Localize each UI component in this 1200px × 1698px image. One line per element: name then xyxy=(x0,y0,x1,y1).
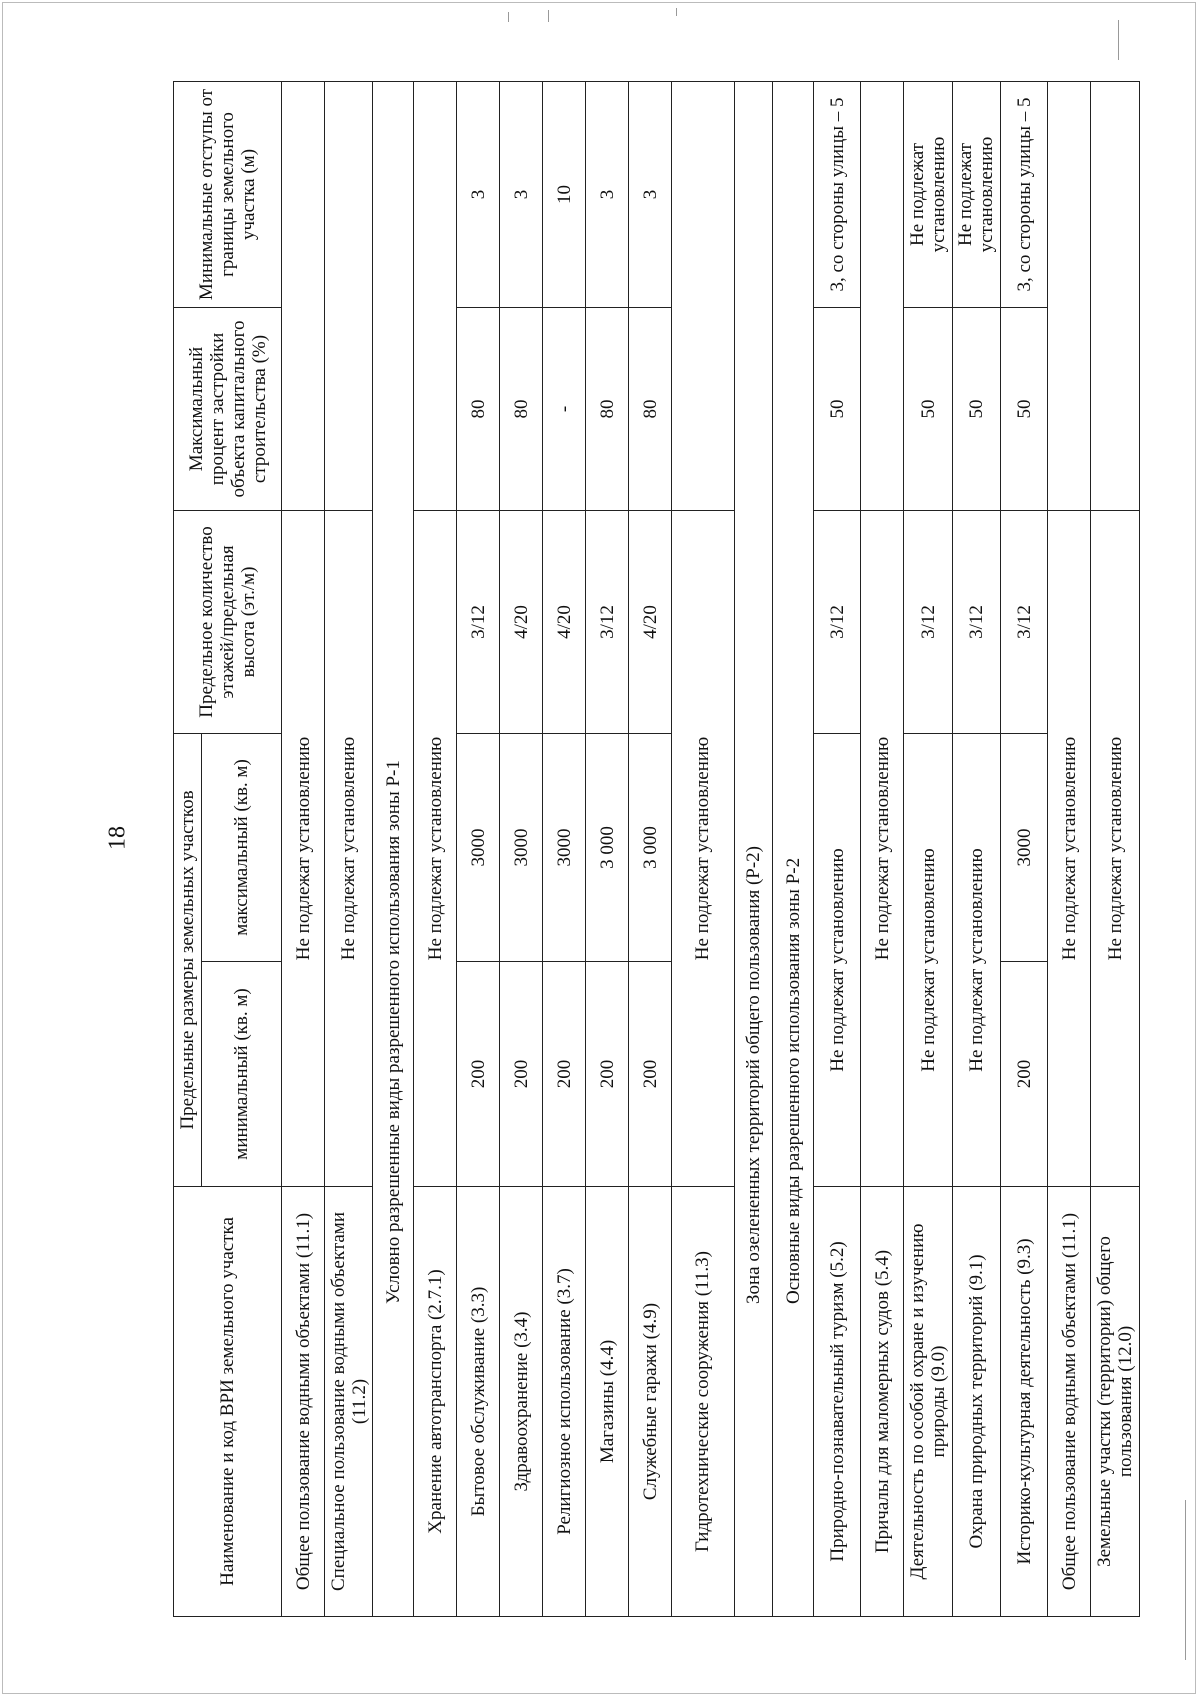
coverage-cell: 50 xyxy=(904,307,952,510)
section-row xyxy=(734,81,773,1616)
empty-cell xyxy=(282,81,325,510)
table-row xyxy=(500,81,543,1616)
coverage-cell: - xyxy=(543,307,586,510)
floors-cell: 3/12 xyxy=(814,510,861,733)
section-title: Условно разрешенные виды разрешенного использования зоны Р-1 xyxy=(373,81,414,1616)
table-row xyxy=(543,81,586,1616)
table-row xyxy=(1001,81,1048,1616)
row-name: Бытовое обслуживание (3.3) xyxy=(457,1187,500,1617)
floors-cell: 3/12 xyxy=(1001,510,1048,733)
row-name: Природно-познавательный туризм (5.2) xyxy=(814,1187,861,1617)
table-row xyxy=(629,81,672,1616)
min-cell: 200 xyxy=(629,962,672,1187)
table-row xyxy=(904,81,952,1616)
floors-cell: 3/12 xyxy=(457,510,500,733)
table-row xyxy=(861,81,904,1616)
scan-mark xyxy=(1185,1500,1186,1660)
scan-mark xyxy=(548,10,549,22)
minmax-merged: Не подлежат установлению xyxy=(814,733,861,1186)
max-cell: 3 000 xyxy=(629,733,672,961)
table-row xyxy=(457,81,500,1616)
table-row xyxy=(414,81,457,1616)
table-row xyxy=(1091,81,1140,1616)
setback-cell: 3 xyxy=(457,81,500,307)
section-title: Основные виды разрешенного использования зоны Р-2 xyxy=(773,81,814,1616)
table-row xyxy=(586,81,629,1616)
row-name: Общее пользование водными объектами (11.1) xyxy=(1048,1187,1091,1617)
merged-value: Не подлежат установлению xyxy=(325,510,373,1186)
coverage-cell: 80 xyxy=(586,307,629,510)
row-name: Общее пользование водными объектами (11.1) xyxy=(282,1187,325,1617)
setback-cell: Не подлежат установлению xyxy=(904,81,952,307)
setback-cell: 3 xyxy=(629,81,672,307)
min-cell: 200 xyxy=(586,962,629,1187)
scan-mark xyxy=(508,12,509,22)
rotated-table-container xyxy=(173,82,1140,1617)
floors-cell: 4/20 xyxy=(629,510,672,733)
coverage-cell: 50 xyxy=(1001,307,1048,510)
setback-cell: 3, со стороны улицы – 5 xyxy=(814,81,861,307)
row-name: Гидротехнические сооружения (11.3) xyxy=(672,1187,734,1617)
row-name: Специальное пользование водными объектами (11.2) xyxy=(325,1187,373,1617)
table-row xyxy=(814,81,861,1616)
header-max: максимальный (кв. м) xyxy=(202,733,282,961)
merged-value: Не подлежат установлению xyxy=(282,510,325,1186)
table-row xyxy=(952,81,1000,1616)
row-name: Историко-культурная деятельность (9.3) xyxy=(1001,1187,1048,1617)
section-row xyxy=(773,81,814,1616)
floors-cell: 4/20 xyxy=(543,510,586,733)
scan-mark xyxy=(676,8,677,16)
merged-value: Не подлежат установлению xyxy=(1048,510,1091,1186)
zoning-table xyxy=(173,81,1140,1617)
max-cell: 3000 xyxy=(1001,733,1048,961)
empty-cell xyxy=(325,81,373,510)
table-row xyxy=(325,81,373,1616)
min-cell: 200 xyxy=(457,962,500,1187)
setback-cell: 3, со стороны улицы – 5 xyxy=(1001,81,1048,307)
coverage-cell: 50 xyxy=(814,307,861,510)
merged-value: Не подлежат установлению xyxy=(861,510,904,1186)
row-name: Хранение автотранспорта (2.7.1) xyxy=(414,1187,457,1617)
section-title: Зона озелененных территорий общего пользования (Р-2) xyxy=(734,81,773,1616)
header-coverage: Максимальный процент застройки объекта капитального строительства (%) xyxy=(174,307,282,510)
table-row xyxy=(672,81,734,1616)
floors-cell: 3/12 xyxy=(952,510,1000,733)
coverage-cell: 80 xyxy=(457,307,500,510)
empty-cell xyxy=(672,81,734,510)
min-cell: 200 xyxy=(543,962,586,1187)
row-name: Деятельность по особой охране и изучению природы (9.0) xyxy=(904,1187,952,1617)
merged-value: Не подлежат установлению xyxy=(1091,510,1140,1186)
row-name: Служебные гаражи (4.9) xyxy=(629,1187,672,1617)
empty-cell xyxy=(1091,81,1140,510)
max-cell: 3000 xyxy=(543,733,586,961)
row-name: Земельные участки (территории) общего пользования (12.0) xyxy=(1091,1187,1140,1617)
setback-cell: Не подлежат установлению xyxy=(952,81,1000,307)
header-min: минимальный (кв. м) xyxy=(202,962,282,1187)
setback-cell: 10 xyxy=(543,81,586,307)
header-floors: Предельное количество этажей/предельная высота (эт./м) xyxy=(174,510,282,733)
empty-cell xyxy=(414,81,457,510)
floors-cell: 3/12 xyxy=(904,510,952,733)
merged-value: Не подлежат установлению xyxy=(414,510,457,1186)
header-setbacks: Минимальные отступы от границы земельного участка (м) xyxy=(174,81,282,307)
floors-cell: 3/12 xyxy=(586,510,629,733)
header-plot-sizes: Предельные размеры земельных участков xyxy=(174,733,202,1186)
setback-cell: 3 xyxy=(586,81,629,307)
max-cell: 3 000 xyxy=(586,733,629,961)
section-row xyxy=(373,81,414,1616)
max-cell: 3000 xyxy=(457,733,500,961)
empty-cell xyxy=(1048,81,1091,510)
merged-value: Не подлежат установлению xyxy=(672,510,734,1186)
scan-mark xyxy=(1118,20,1119,60)
empty-cell xyxy=(861,81,904,510)
page-number: 18 xyxy=(104,826,131,850)
row-name: Здравоохранение (3.4) xyxy=(500,1187,543,1617)
table-row xyxy=(282,81,325,1616)
floors-cell: 4/20 xyxy=(500,510,543,733)
min-cell: 200 xyxy=(500,962,543,1187)
coverage-cell: 50 xyxy=(952,307,1000,510)
row-name: Религиозное использование (3.7) xyxy=(543,1187,586,1617)
row-name: Магазины (4.4) xyxy=(586,1187,629,1617)
row-name: Причалы для маломерных судов (5.4) xyxy=(861,1187,904,1617)
coverage-cell: 80 xyxy=(629,307,672,510)
setback-cell: 3 xyxy=(500,81,543,307)
max-cell: 3000 xyxy=(500,733,543,961)
minmax-merged: Не подлежат установлению xyxy=(904,733,952,1186)
minmax-merged: Не подлежат установлению xyxy=(952,733,1000,1186)
table-row xyxy=(1048,81,1091,1616)
min-cell: 200 xyxy=(1001,962,1048,1187)
row-name: Охрана природных территорий (9.1) xyxy=(952,1187,1000,1617)
header-name: Наименование и код ВРИ земельного участка xyxy=(174,1187,282,1617)
coverage-cell: 80 xyxy=(500,307,543,510)
